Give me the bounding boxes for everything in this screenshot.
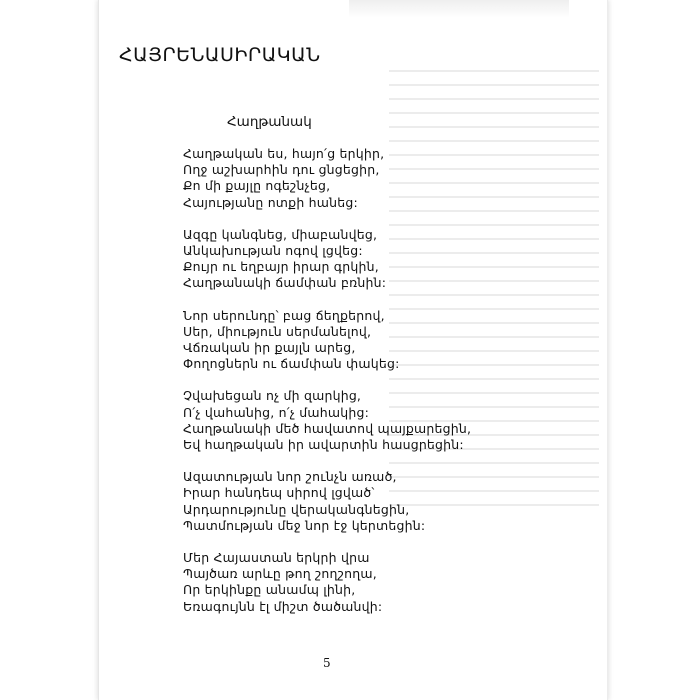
poem-line: Հայությանը ոտքի հանեց: [183, 194, 358, 210]
poem-line: Վճռական իր քայլն արեց, [183, 340, 356, 356]
poem-line: Որ երկինքը անամպ լինի, [183, 582, 356, 598]
poem-line: Անկախության ոգով լցվեց: [183, 243, 363, 259]
poem-line: Քո մի քայլը ոգեշնչեց, [183, 178, 331, 194]
poem-line: Նոր սերունդը՝ բաց ճեղքերով, [183, 307, 385, 323]
stanza-3 [183, 308, 593, 373]
poem-line: Քույր ու եղբայր իրար գրկին, [183, 259, 379, 275]
poem-line: Փողոցներն ու ճամփան փակեց: [183, 356, 400, 372]
poem-line: Ո՛չ վահանից, ո՛չ մահակից: [183, 404, 370, 420]
book-page [98, 0, 608, 700]
section-header: ՀԱՅՐԵՆԱՍԻՐԱԿԱՆ [119, 44, 321, 66]
poem-title: Հաղթանակ [227, 114, 312, 130]
stanza-5 [183, 469, 593, 534]
stanza-2 [183, 227, 593, 292]
poem-line: Եռագույնն էլ միշտ ծածանվի: [183, 598, 383, 614]
poem-line: Հաղթանակի ճամփան բռնին: [183, 275, 387, 291]
poem-line: Ազգը կանգնեց, միաբանվեց, [183, 226, 378, 242]
stanza-1 [183, 146, 593, 211]
poem-line: Արդարությունը վերականգնեցին, [183, 501, 410, 517]
poem-line: Պատմության մեջ նոր էջ կերտեցին: [183, 517, 426, 533]
poem-line: Հաղթական ես, հայո՛ց երկիր, [183, 146, 385, 161]
page-number: 5 [323, 656, 331, 670]
stanza-4 [183, 388, 593, 453]
page-edge-shadow [349, 0, 569, 18]
poem-line: Եվ հաղթական իր ավարտին հասցրեցին: [183, 437, 464, 453]
poem-line: Սեր, միություն սերմանելով, [183, 323, 372, 339]
poem-line: Չվախեցան ոչ մի զարկից, [183, 388, 362, 404]
poem-body [183, 146, 593, 631]
poem-line: Պայծառ արևը թող շողշողա, [183, 566, 377, 582]
poem-line: Իրար հանդեպ սիրով լցված՝ [183, 485, 375, 501]
poem-line: Ազատության նոր շունչն առած, [183, 469, 397, 485]
poem-line: Հաղթանակի մեծ հավատով պայքարեցին, [183, 420, 472, 436]
poem-line: Ողջ աշխարհին դու ցնցեցիր, [183, 162, 380, 178]
poem-line: Մեր Հայաստան երկրի վրա [183, 550, 370, 566]
stanza-6 [183, 550, 593, 615]
